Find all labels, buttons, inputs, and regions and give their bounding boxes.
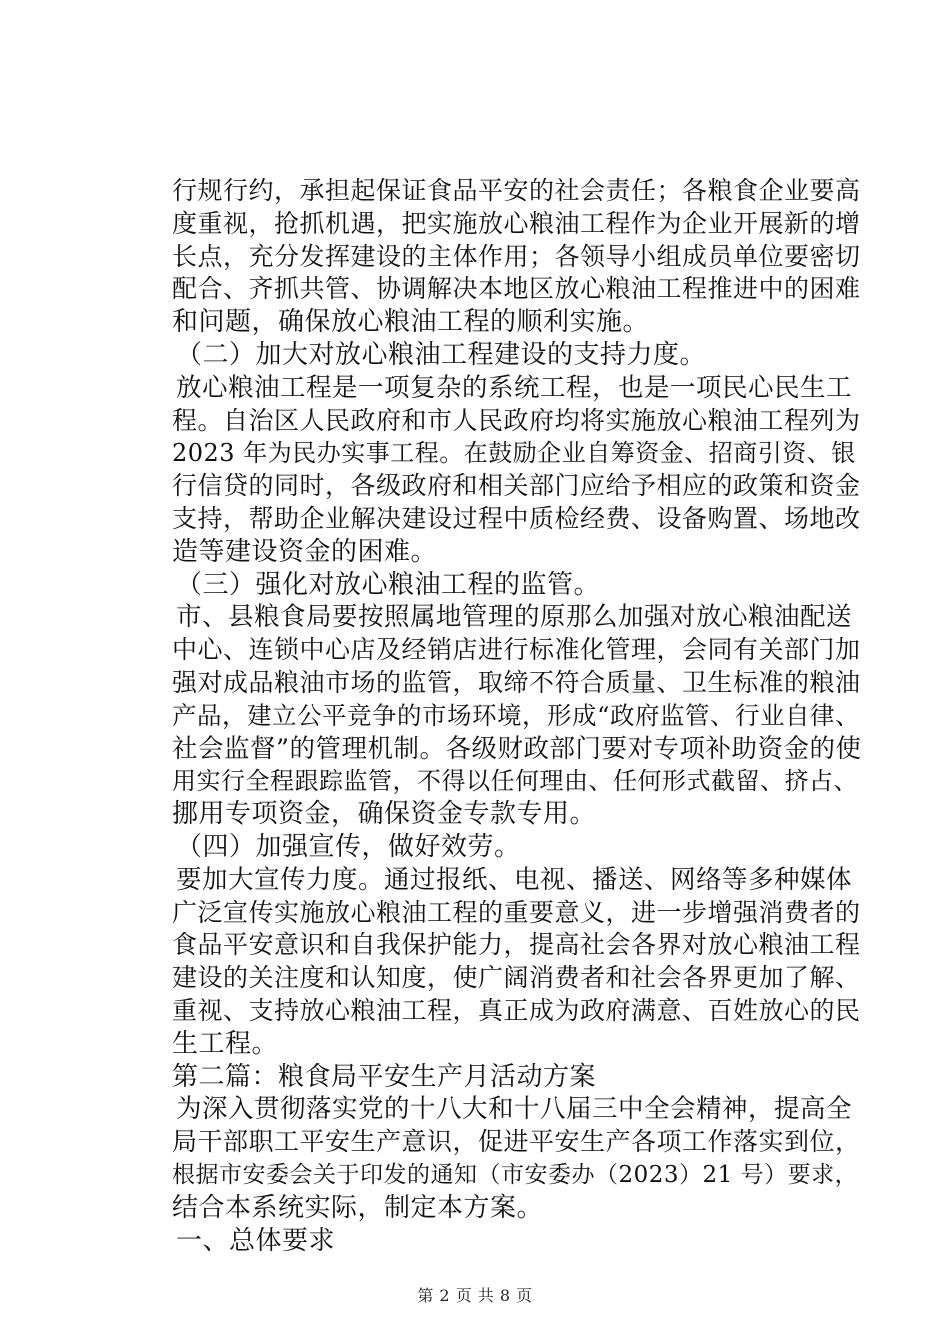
text-line: 中心、连锁中心店及经销店进行标准化管理，会同有关部门加 — [172, 635, 861, 665]
page-footer: 第 2 页 共 8 页 — [417, 1286, 533, 1305]
text-line: 配合、齐抓共管、协调解决本地区放心粮油工程推进中的困难 — [172, 274, 861, 304]
text-line: 长点，充分发挥建设的主体作用；各领导小组成员单位要密切 — [172, 241, 861, 271]
text-line: 放心粮油工程是一项复杂的系统工程，也是一项民心民生工 — [176, 372, 853, 403]
text-line: 根据市安委会关于印发的通知（市安委办（2023）21 号）要求， — [172, 1161, 859, 1188]
section-heading: （三）强化对放心粮油工程的监管。 — [176, 569, 601, 600]
text-line: 食品平安意识和自我保护能力，提高社会各界对放心粮油工程 — [172, 930, 861, 960]
text-line: 强对成品粮油市场的监管，取缔不符合质量、卫生标准的粮油 — [172, 667, 861, 697]
section-heading: （二）加大对放心粮油工程建设的支持力度。 — [176, 339, 707, 370]
text-line: 要加大宣传力度。通过报纸、电视、播送、网络等多种媒体 — [176, 864, 853, 895]
text-line: 局干部职工平安生产意识，促进平安生产各项工作落实到位， — [172, 1127, 861, 1157]
text-line: 造等建设资金的困难。 — [172, 536, 438, 567]
text-line: 行信贷的同时，各级政府和相关部门应给予相应的政策和资金 — [172, 471, 861, 501]
document-body — [172, 175, 862, 1257]
text-line: 程。自治区人民政府和市人民政府均将实施放心粮油工程列为 — [172, 405, 861, 435]
text-line: 广泛宣传实施放心粮油工程的重要意义，进一步增强消费者的 — [172, 897, 861, 927]
text-line: 产品，建立公平竞争的市场环境，形成“政府监管、行业自律、 — [172, 700, 861, 730]
text-line: 生工程。 — [172, 1028, 279, 1059]
section-heading: （四）加强宣传，做好效劳。 — [176, 831, 521, 862]
text-line: 为深入贯彻落实党的十八大和十八届三中全会精神，提高全 — [176, 1094, 853, 1125]
text-line: 建设的关注度和认知度，使广阔消费者和社会各界更加了解、 — [172, 963, 861, 993]
text-line: 度重视，抢抓机遇，把实施放心粮油工程作为企业开展新的增 — [172, 208, 861, 238]
text-line: 重视、支持放心粮油工程，真正成为政府满意、百姓放心的民 — [172, 995, 861, 1025]
text-line: 行规行约，承担起保证食品平安的社会责任；各粮食企业要高 — [172, 176, 861, 205]
text-line: 市、县粮食局要按照属地管理的原那么加强对放心粮油配送 — [176, 602, 853, 633]
section-heading: 一、总体要求 — [176, 1225, 336, 1256]
text-line: 结合本系统实际，制定本方案。 — [172, 1192, 544, 1223]
text-line: 用实行全程跟踪监管，不得以任何理由、任何形式截留、挤占、 — [172, 767, 858, 796]
text-line: 挪用专项资金，确保资金专款专用。 — [172, 799, 597, 830]
text-line: 支持，帮助企业解决建设过程中质检经费、设备购置、场地改 — [172, 503, 861, 533]
text-line: 社会监督”的管理机制。各级财政部门要对专项补助资金的使 — [172, 733, 862, 764]
text-line: 和问题，确保放心粮油工程的顺利实施。 — [172, 307, 650, 338]
chapter-heading: 第二篇：粮食局平安生产月活动方案 — [172, 1061, 597, 1092]
text-line: 2023 年为民办实事工程。在鼓励企业自筹资金、招商引资、银 — [172, 439, 856, 468]
